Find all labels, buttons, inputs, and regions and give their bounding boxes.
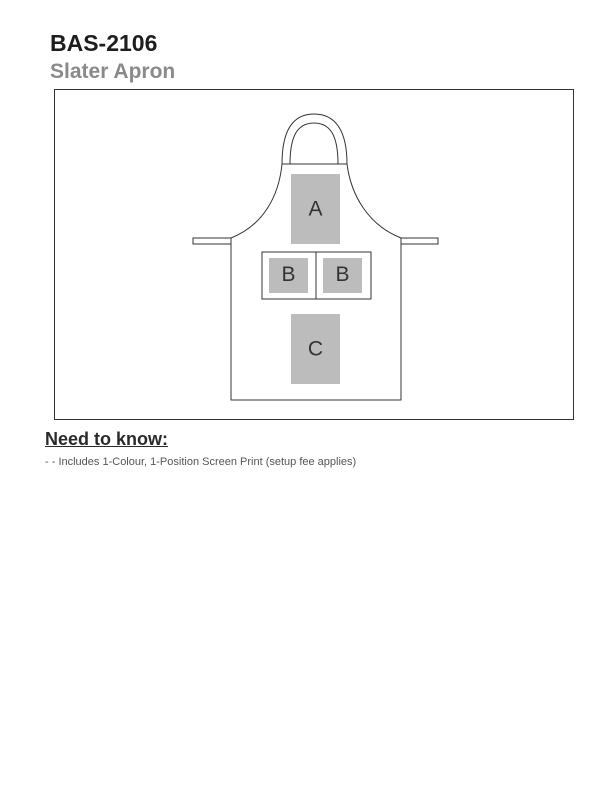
print-zone-a-label: A (308, 197, 323, 221)
print-zone-b-right-label: B (335, 263, 350, 287)
product-name: Slater Apron (50, 60, 176, 83)
apron-diagram (55, 90, 575, 421)
apron-right-tie (401, 238, 438, 244)
need-to-know-heading: Need to know: (45, 429, 169, 449)
apron-diagram-frame (54, 89, 574, 420)
print-zone-b-left-label: B (281, 263, 296, 287)
apron-neck-strap (282, 114, 347, 164)
product-code: BAS-2106 (50, 30, 158, 56)
print-zone-c-label: C (307, 337, 324, 361)
apron-left-tie (193, 238, 231, 244)
note-item: - - Includes 1-Colour, 1-Position Screen Print (setup fee applies) (45, 456, 357, 468)
